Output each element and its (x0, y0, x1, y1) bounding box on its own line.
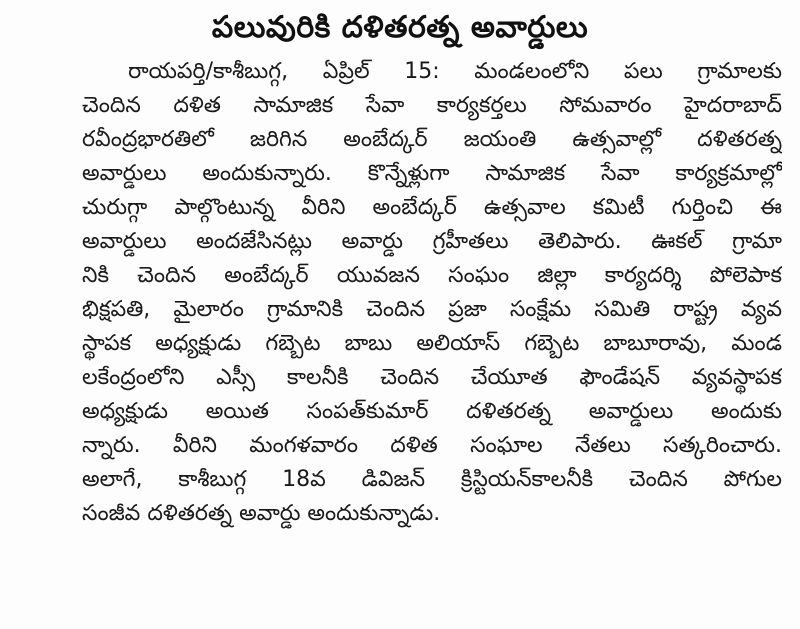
article-line: అవార్డులు అందుకున్నారు. కొన్నేళ్లుగా సామాజిక సేవా కార్యక్రమాల్లో (82, 161, 782, 186)
article-line: రాయపర్తి/కాశీబుగ్గ, ఏప్రిల్ 15: మండలంలోని పలు గ్రామాలకు (128, 59, 782, 84)
article-line: అలాగే, కాశీబుగ్గ 18వ డివిజన్ క్రిస్టియన్‌కాలనీకి చెందిన పోగుల (82, 467, 782, 492)
article-line: అవార్డులు అందజేసినట్లు అవార్డు గ్రహీతలు తెలిపారు. ఊకల్ గ్రామా (82, 229, 782, 254)
article-line: లకేంద్రంలోని ఎస్సీ కాలనీకి చెందిన చేయూత ఫౌండేషన్ వ్యవస్థాపక (82, 365, 782, 390)
article-line: స్థాపక అధ్యక్షుడు గబ్బెట బాబు అలియాస్ గబ్బెట బాబూరావు, మండ (82, 331, 782, 356)
article-line: చెందిన దళిత సామాజిక సేవా కార్యకర్తలు సోమవారం హైదరాబాద్ (82, 93, 782, 118)
article-line: రవీంద్రభారతిలో జరిగిన అంబేద్కర్ జయంతి ఉత్సవాల్లో దళితరత్న (82, 127, 782, 152)
article-line: సంజీవ దళితరత్న అవార్డు అందుకున్నాడు. (82, 501, 441, 526)
article-line: అధ్యక్షుడు అయిత సంపత్‌కుమార్ దళితరత్న అవార్డులు అందుకు (82, 399, 782, 424)
article-line: చురుగ్గా పాల్గొంటున్న వీరిని అంబేద్కర్ ఉత్సవాల కమిటీ గుర్తించి ఈ (82, 195, 782, 220)
article-line: భిక్షపతి, మైలారం గ్రామానికి చెందిన ప్రజా సంక్షేమ సమితి రాష్ట్ర వ్యవ (82, 297, 782, 322)
article-line: నికి చెందిన అంబేద్కర్ యువజన సంఘం జిల్లా కార్యదర్శి పోలెపాక (82, 263, 782, 288)
article-headline: పలువురికి దళితరత్న అవార్డులు (211, 10, 589, 45)
article-line: న్నారు. వీరిని మంగళవారం దళిత సంఘాల నేతలు సత్కరించారు. (82, 433, 782, 458)
article-body (82, 55, 782, 531)
